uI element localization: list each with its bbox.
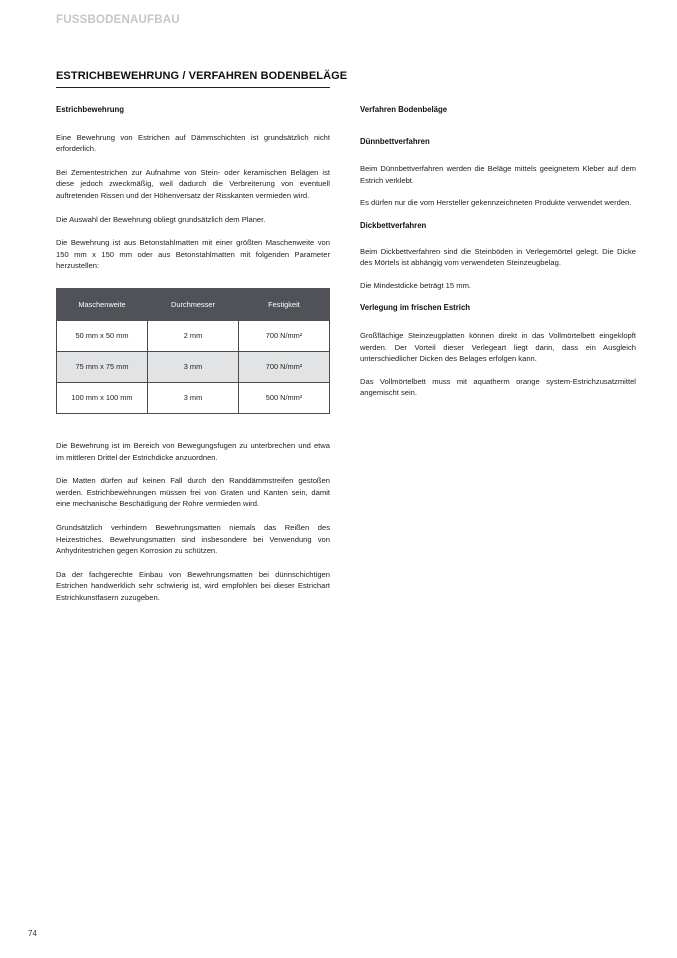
paragraph: Die Bewehrung ist aus Betonstahlmatten mit einer größten Maschenweite von 150 mm x 150 mm oder aus Betonstahlmatten mit folgenden Parameter herzustellen: bbox=[56, 238, 330, 271]
heading-dickbettverfahren: Dickbettverfahren bbox=[360, 220, 427, 230]
table-cell: 50 mm x 50 mm bbox=[57, 320, 148, 351]
paragraph: Eine Bewehrung von Estrichen auf Dämmschichten ist grundsätzlich nicht erforderlich. bbox=[56, 132, 330, 154]
heading-duennbettverfahren: Dünnbettverfahren bbox=[360, 136, 430, 146]
paragraph: Grundsätzlich verhindern Bewehrungsmatten niemals das Reißen des Heizestriches. Bewehrungsmatten sind insbesondere bei Verwendung von Anhydritestrichen gegen Korrosion zu schützen. bbox=[56, 522, 330, 556]
paragraph: Da der fachgerechte Einbau von Bewehrungsmatten bei dünnschichtigen Estrichen handwerklich sehr schwierig ist, wird empfohlen bei dieser Estrichart Estrichkunstfasern zuzugeben. bbox=[56, 569, 330, 602]
table-row bbox=[57, 382, 330, 413]
right-column bbox=[360, 104, 636, 410]
heading-verlegung-frischer-estrich: Verlegung im frischen Estrich bbox=[360, 303, 471, 313]
heading-estrichbewehrung: Estrichbewehrung bbox=[56, 105, 125, 114]
table-header-row bbox=[57, 288, 330, 320]
paragraph: Die Auswahl der Bewehrung obliegt grundsätzlich dem Planer. bbox=[56, 214, 266, 224]
paragraph: Bei Zementestrichen zur Aufnahme von Stein- oder keramischen Belägen ist diese jedoch zweckmäßig, weil dadurch die Verbreiterung von eventuell auftretenden Rissen und der Höhenversatz der Risskanten vermieden wird. bbox=[56, 167, 330, 200]
table-row bbox=[57, 320, 330, 351]
column-header-durchmesser: Durchmesser bbox=[148, 288, 239, 320]
page-title: ESTRICHBEWEHRUNG / VERFAHREN BODENBELÄGE bbox=[56, 70, 348, 82]
table-cell: 75 mm x 75 mm bbox=[57, 351, 148, 382]
table-cell: 3 mm bbox=[148, 382, 239, 413]
table-cell: 100 mm x 100 mm bbox=[57, 382, 148, 413]
table-row bbox=[57, 351, 330, 382]
paragraph: Es dürfen nur die vom Hersteller gekennzeichneten Produkte verwendet werden. bbox=[360, 198, 632, 208]
paragraph: Die Mindestdicke beträgt 15 mm. bbox=[360, 280, 471, 290]
paragraph: Großflächige Steinzeugplatten können direkt in das Vollmörtelbett eingeklopft werden. Der Vorteil dieser Verlegeart liegt darin, dass ein Ausgleich unterschiedlicher Dicken des Belages erfolgen kann. bbox=[360, 330, 636, 364]
heading-verfahren-bodenbelaege: Verfahren Bodenbeläge bbox=[360, 105, 448, 114]
column-header-festigkeit: Festigkeit bbox=[239, 288, 330, 320]
paragraph: Die Bewehrung ist im Bereich von Bewegungsfugen zu unterbrechen und etwa im mittleren Drittel der Estrichdicke anzuordnen. bbox=[56, 440, 330, 462]
paragraph: Beim Dickbettverfahren sind die Steinböden in Verlegemörtel gelegt. Die Dicke des Mörtels ist abhängig vom verwendeten Steinzeugbelag. bbox=[360, 246, 636, 268]
paragraph: Beim Dünnbettverfahren werden die Beläge mittels geeignetem Kleber auf dem Estrich verklebt. bbox=[360, 164, 636, 185]
paragraph: Das Vollmörtelbett muss mit aquatherm orange system-Estrichzusatzmittel angemischt sein. bbox=[360, 376, 636, 398]
title-divider bbox=[56, 87, 330, 88]
left-column bbox=[56, 104, 330, 615]
table-cell: 700 N/mm² bbox=[239, 351, 330, 382]
page-number: 74 bbox=[28, 929, 37, 938]
section-tag: FUSSBODENAUFBAU bbox=[56, 14, 180, 26]
mesh-parameters-table bbox=[56, 288, 330, 414]
table-cell: 500 N/mm² bbox=[239, 382, 330, 413]
table-cell: 3 mm bbox=[148, 351, 239, 382]
table-cell: 700 N/mm² bbox=[239, 320, 330, 351]
paragraph: Die Matten dürfen auf keinen Fall durch den Randdämmstreifen gestoßen werden. Estrichbewehrungen müssen frei von Graten und Kanten sein, damit eine mechanische Beschädigung der Rohre vermieden wird. bbox=[56, 476, 330, 509]
table-cell: 2 mm bbox=[148, 320, 239, 351]
column-header-maschenweite: Maschenweite bbox=[57, 288, 148, 320]
